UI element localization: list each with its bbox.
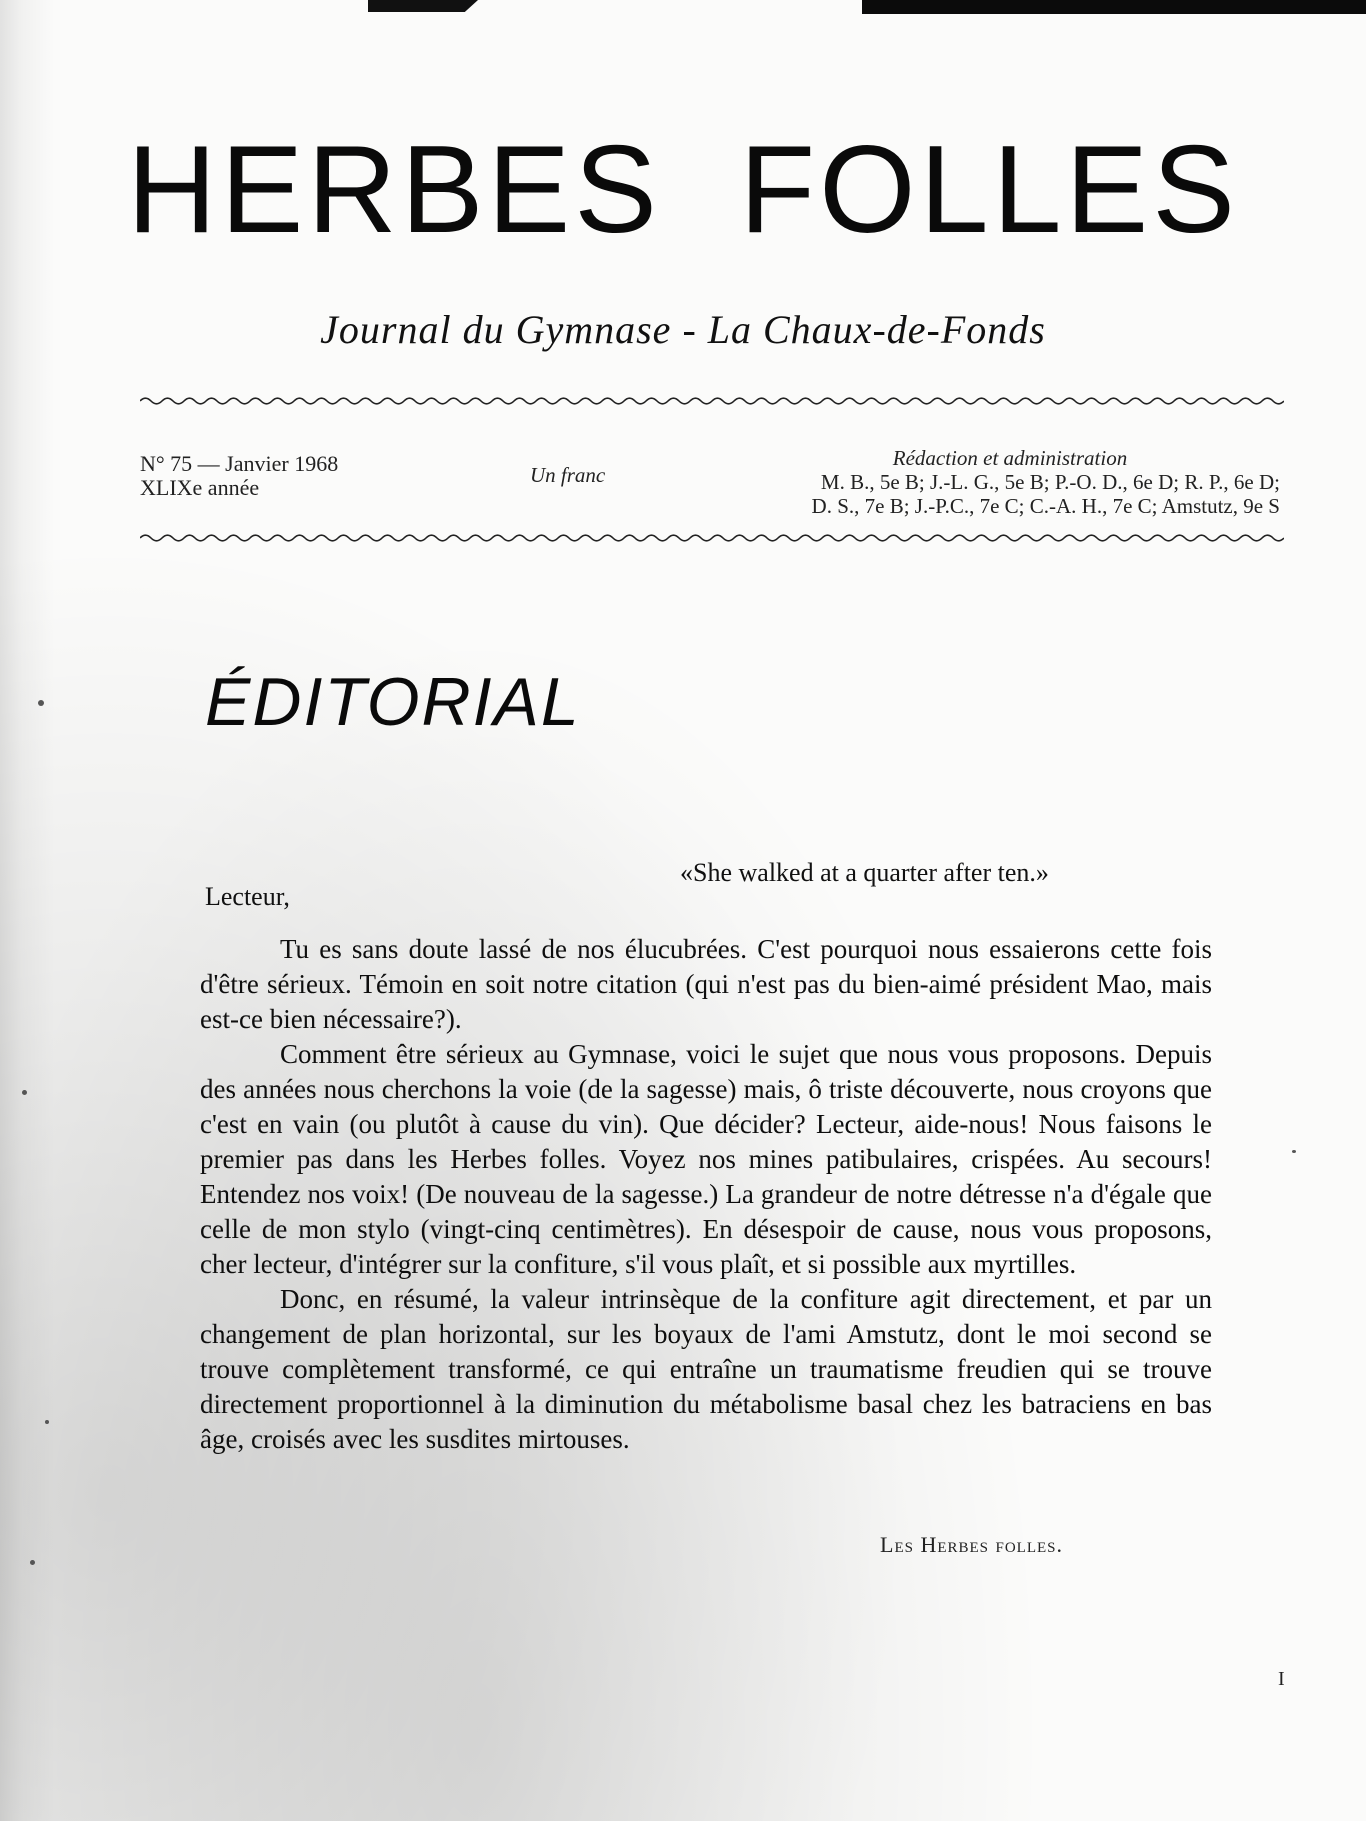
redaction-line-2: D. S., 7e B; J.-P.C., 7e C; C.-A. H., 7e C; Amstutz, 9e S [811, 494, 1280, 518]
paper-speck [45, 1420, 49, 1424]
editorial-paragraph-1: Tu es sans doute lassé de nos élucubrées. C'est pourquoi nous essaierons cette fois d'être sérieux. Témoin en soit notre citation (qui n'est pas du bien-aimé président Mao, mais est-ce bien nécessaire?). [200, 934, 1212, 1034]
editorial-paragraph-2: Comment être sérieux au Gymnase, voici le sujet que nous vous proposons. Depuis des années nous cherchons la voie (de la sagesse) mais, ô triste découverte, nous croyons que c'est en vain (ou plutôt à cause du vin). Que décider? Lecteur, aide-nous! Nous faisons le premier pas dans les Herbes folles. Voyez nos mines patibulaires, crispées. Au secours! Entendez nos voix! (De nouveau de la sagesse.) La grandeur de notre détresse n'a d'égale que celle de mon stylo (vingt-cinq centimètres). En désespoir de cause, nous vous proposons, cher lecteur, d'intégrer sur la confiture, s'il vous plaît, et si possible aux myrtilles. [200, 1039, 1212, 1279]
issue-number-date: N° 75 — Janvier 1968 [140, 451, 339, 476]
wavy-rule-top [140, 394, 1284, 408]
top-edge-dark-strip [368, 0, 478, 12]
editorial-paragraph-3: Donc, en résumé, la valeur intrinsèque de la confiture agit directement, et par un changement de plan horizontal, sur les boyaux de l'ami Amstutz, dont le moi second se trouve complètement transformé, ce qui entraîne un traumatisme freudien qui se trouve directement proportionnel à la diminution du métabolisme basal chez les batraciens en bas âge, croisés avec les susdites mirtouses. [200, 1284, 1212, 1454]
editorial-heading: ÉDITORIAL [205, 664, 581, 740]
redaction-label: Rédaction et administration [892, 446, 1128, 470]
journal-subtitle: Journal du Gymnase - La Chaux-de-Fonds [320, 307, 1046, 352]
paper-speck [1292, 1150, 1296, 1153]
wavy-rule-bottom [140, 531, 1284, 545]
top-right-dark-strip [862, 0, 1366, 14]
redaction-block [700, 446, 1280, 518]
editorial-body [200, 932, 1212, 1457]
paper-speck [38, 700, 44, 706]
page-number: I [1278, 1668, 1285, 1690]
editorial-salutation: Lecteur, [205, 882, 290, 911]
issue-info [140, 452, 338, 500]
paper-speck [22, 1090, 27, 1095]
editorial-signature: Les Herbes folles. [880, 1532, 1064, 1557]
issue-price: Un franc [530, 463, 606, 487]
issue-year: XLIXe année [140, 475, 260, 500]
journal-title: HERBES FOLLES [127, 121, 1239, 259]
redaction-line-1: M. B., 5e B; J.-L. G., 5e B; P.-O. D., 6e D; R. P., 6e D; [820, 470, 1280, 494]
editorial-quote: «She walked at a quarter after ten.» [680, 858, 1049, 887]
paper-speck [30, 1560, 35, 1565]
